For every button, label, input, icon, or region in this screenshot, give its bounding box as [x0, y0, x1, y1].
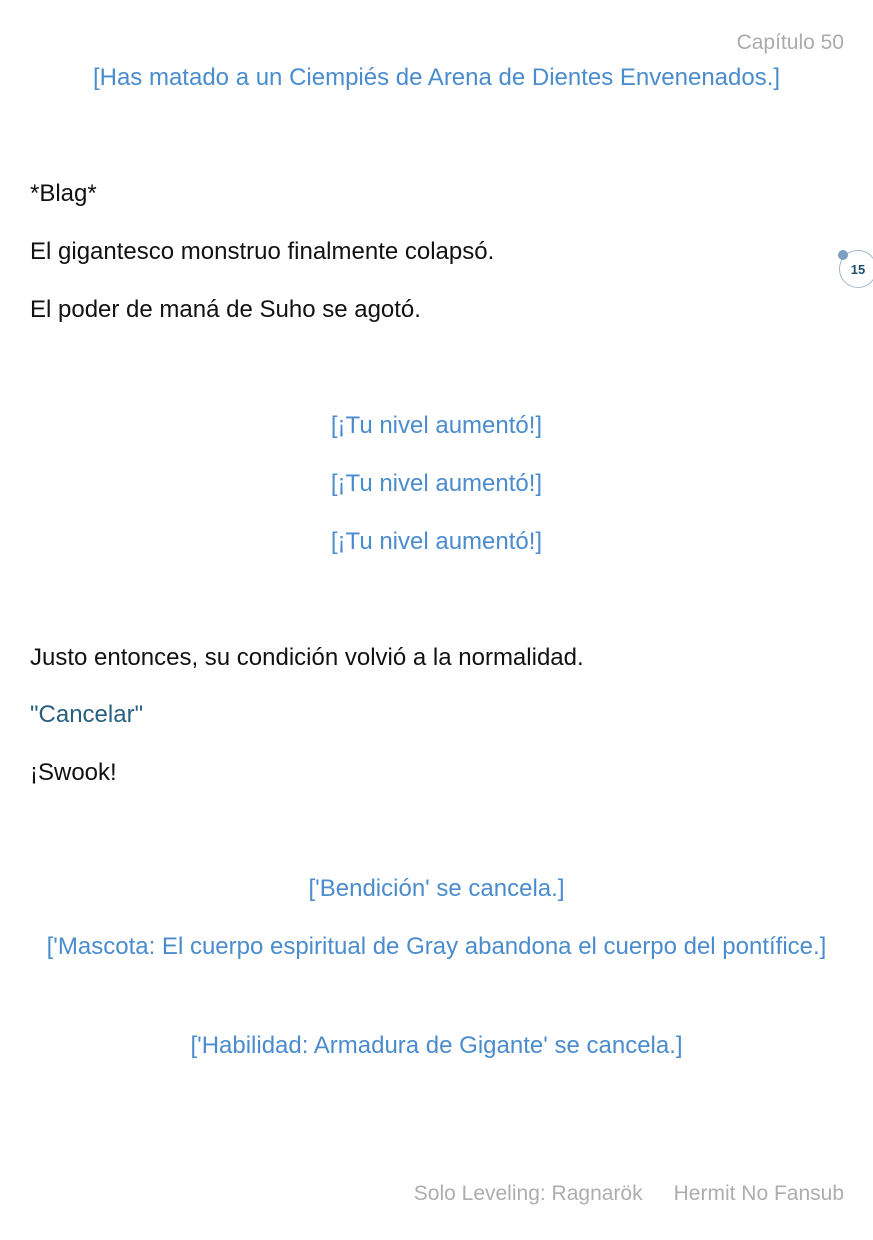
system-message-cancel: ['Habilidad: Armadura de Gigante' se cancela.]	[190, 1032, 683, 1059]
narration-line: *Blag*	[30, 180, 97, 207]
chapter-header: Capítulo 50	[736, 31, 844, 54]
bookmark-dot-icon	[838, 250, 848, 260]
system-message-level-up: [¡Tu nivel aumentó!]	[330, 412, 543, 439]
system-message-level-up: [¡Tu nivel aumentó!]	[330, 470, 543, 497]
translator-credit: Hermit No Fansub	[673, 1182, 844, 1205]
system-message-kill: [Has matado a un Ciempiés de Arena de Dientes Envenenados.]	[92, 64, 781, 91]
system-message-level-up: [¡Tu nivel aumentó!]	[330, 528, 543, 555]
narration-line: El gigantesco monstruo finalmente colapsó.	[30, 238, 495, 265]
page-number: 15	[850, 261, 866, 277]
footer	[414, 1182, 844, 1206]
page-indicator[interactable]	[839, 250, 873, 288]
narration-line: El poder de maná de Suho se agotó.	[30, 296, 421, 323]
narration-line: Justo entonces, su condición volvió a la normalidad.	[30, 644, 584, 671]
narration-line: ¡Swook!	[30, 759, 117, 786]
system-message-cancel: ['Mascota: El cuerpo espiritual de Gray abandona el cuerpo del pontífice.]	[46, 933, 827, 960]
novel-title: Solo Leveling: Ragnarök	[413, 1182, 643, 1205]
dialogue-line: "Cancelar"	[30, 701, 144, 728]
system-message-cancel: ['Bendición' se cancela.]	[308, 875, 565, 902]
